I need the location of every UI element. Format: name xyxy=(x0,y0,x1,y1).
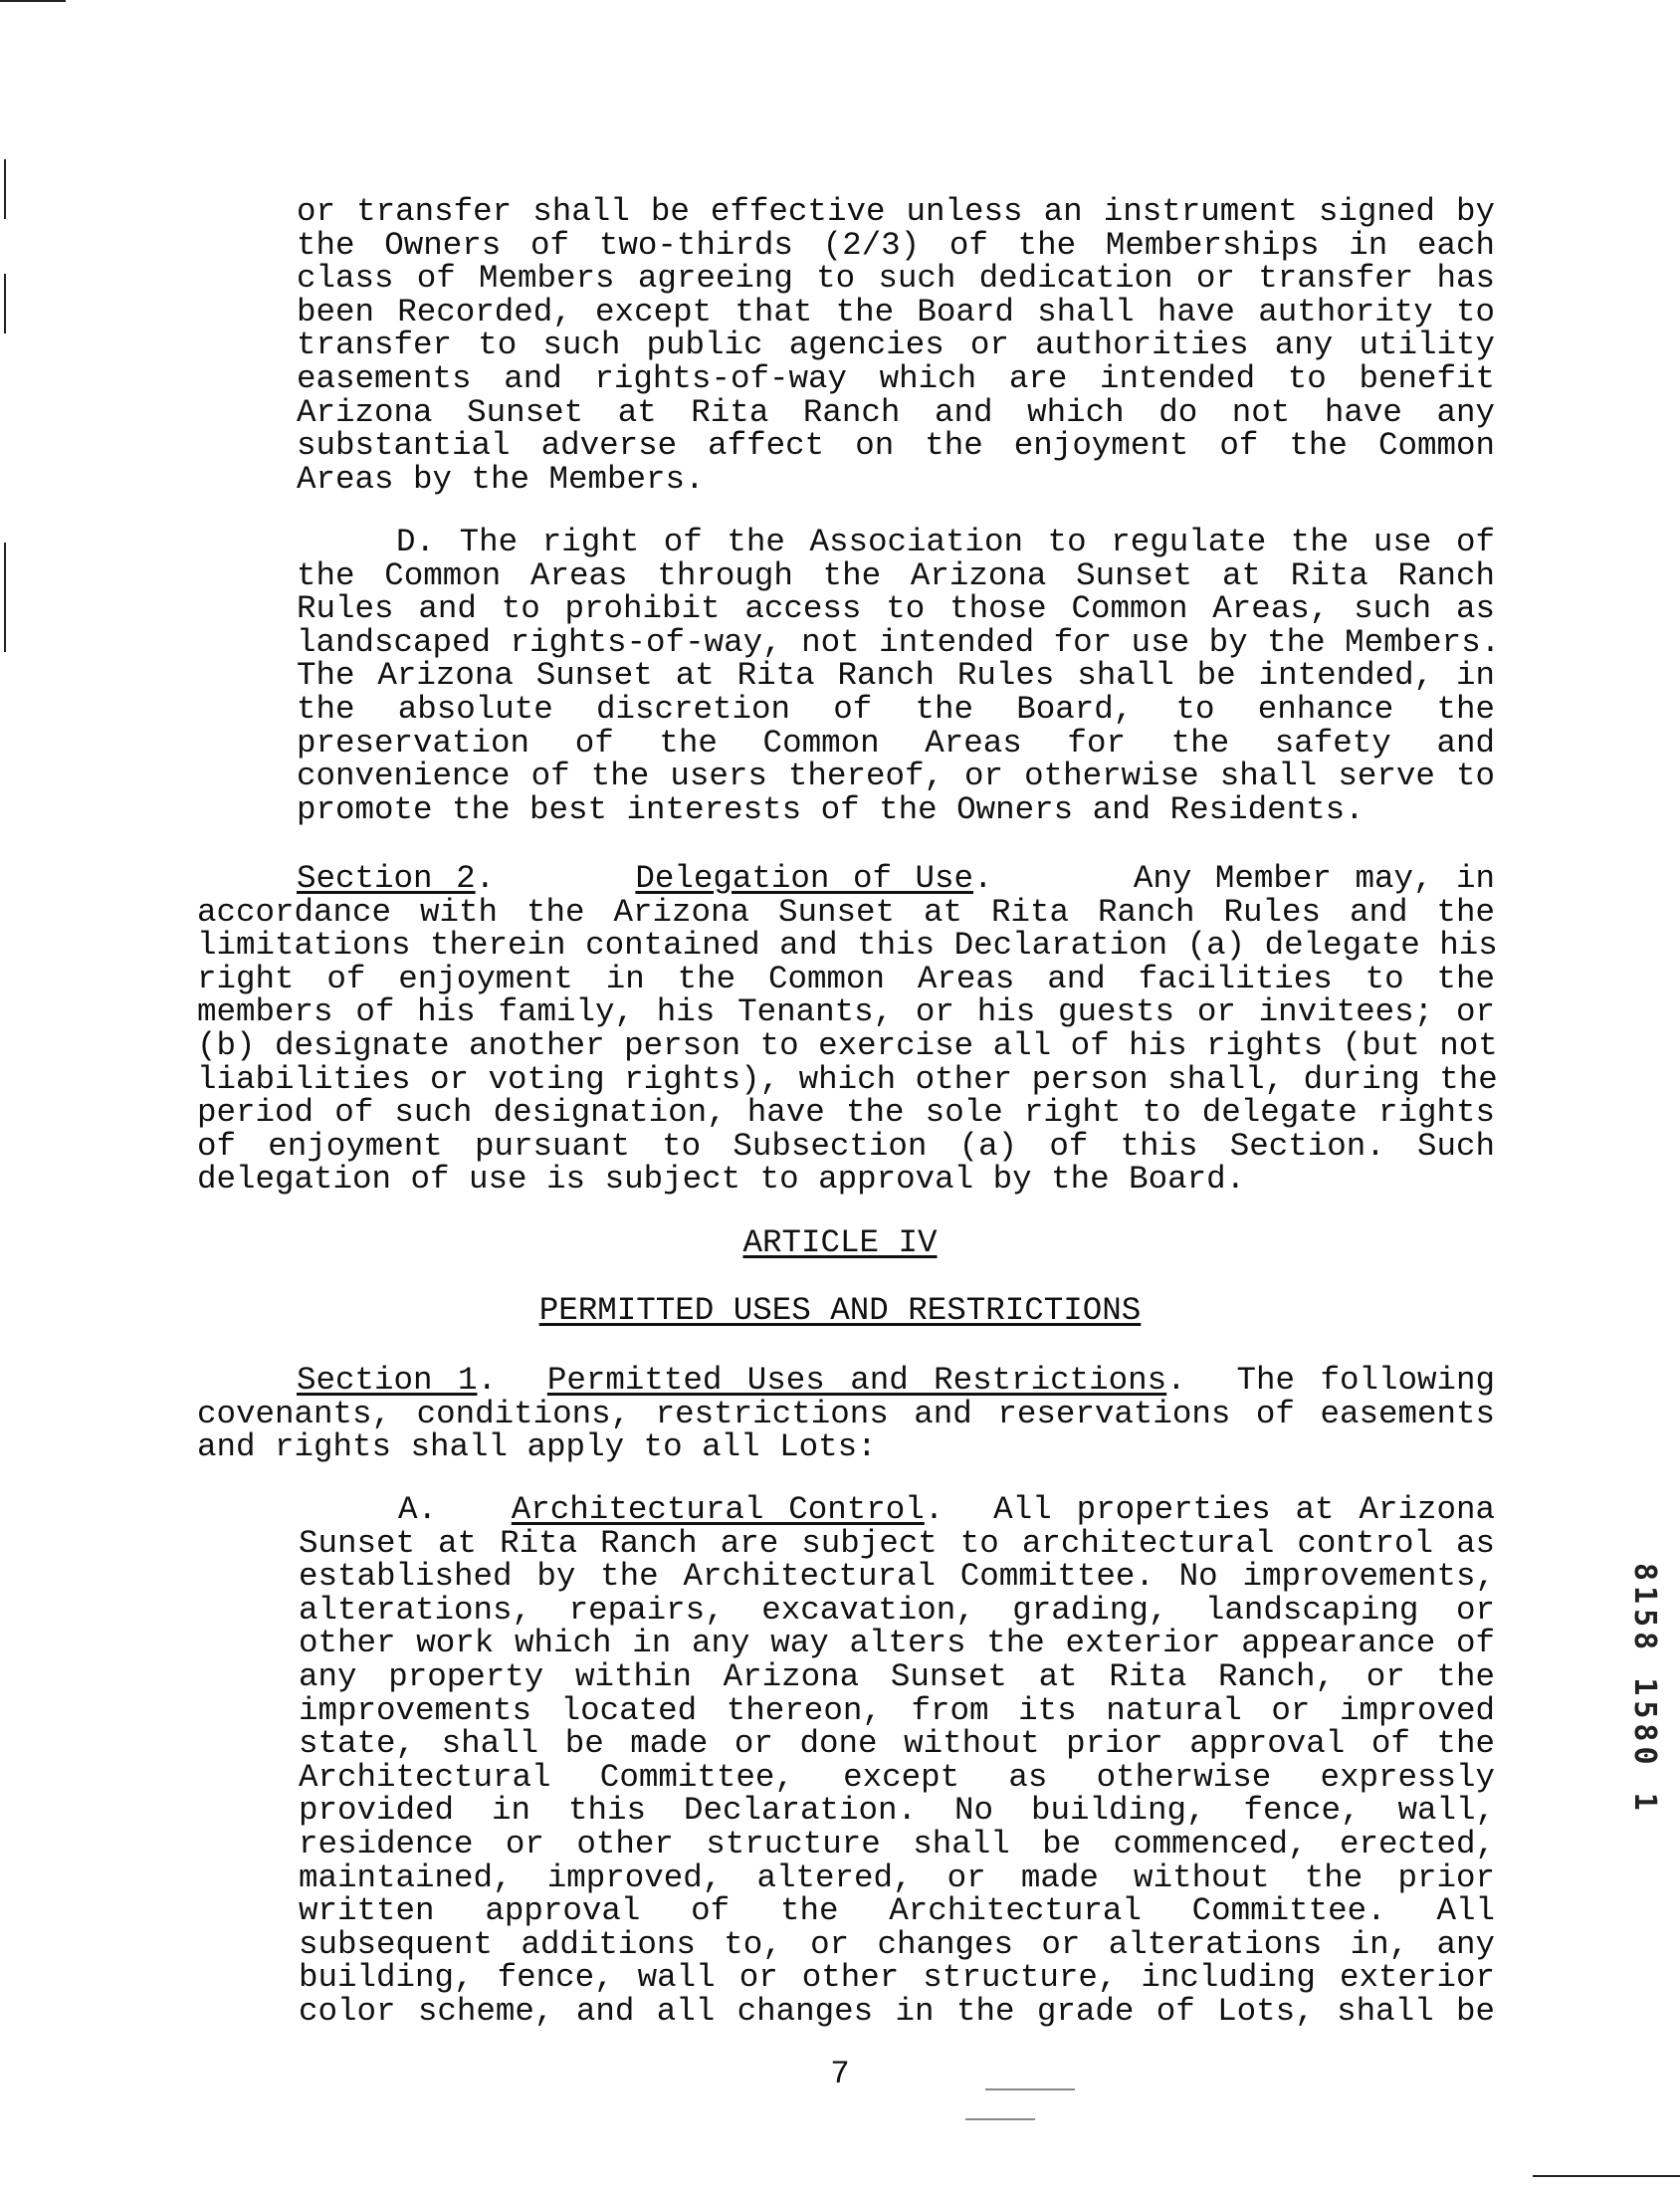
text-line: transfer to such public agencies or authorities any utility xyxy=(297,327,1495,364)
text-line: improvements located thereon, from its natural or improved xyxy=(299,1691,1495,1729)
item-a-letter: A. xyxy=(398,1491,438,1528)
text-line: alterations, repairs, excavation, grading, landscaping or xyxy=(299,1591,1495,1629)
text-line: provided in this Declaration. No building, fence, wall, xyxy=(299,1792,1495,1830)
section-1-label: Section 1 xyxy=(297,1362,478,1399)
text-line: residence or other structure shall be commenced, erected, xyxy=(299,1825,1495,1862)
text-line: the absolute discretion of the Board, to enhance the xyxy=(297,690,1495,728)
text-line: state, shall be made or done without prior approval of the xyxy=(299,1725,1495,1763)
section-2-label: Section 2 xyxy=(297,860,476,897)
section-2-paragraph xyxy=(197,860,1498,1199)
text-line: subsequent additions to, or changes or alterations in, any xyxy=(299,1925,1495,1963)
text-line: written approval of the Architectural Committee. All xyxy=(299,1892,1495,1930)
text-line: The Arizona Sunset at Rita Ranch Rules shall be intended, in xyxy=(297,657,1495,695)
section-2-first-line-rest: Any Member may, in xyxy=(1133,860,1496,897)
item-a-title: Architectural Control xyxy=(511,1491,925,1528)
text-line: been Recorded, except that the Board shall have authority to xyxy=(297,293,1495,330)
text-line: Rules and to prohibit access to those Common Areas, such as xyxy=(297,590,1495,628)
text-line: right of enjoyment in the Common Areas and facilities to the xyxy=(197,960,1495,997)
section-2-first-line: Section 2. Delegation of Use. Any Member may, in xyxy=(297,860,1496,897)
scan-mark xyxy=(4,159,6,219)
section-2-title: Delegation of Use xyxy=(635,860,974,897)
section-1-paragraph xyxy=(197,1364,1495,1464)
text-line: delegation of use is subject to approval by the Board. xyxy=(197,1161,1246,1199)
text-line: or transfer shall be effective unless an instrument signed by xyxy=(297,193,1495,230)
text-line: the Common Areas through the Arizona Sunset at Rita Ranch xyxy=(297,556,1495,594)
item-d-paragraph xyxy=(297,524,1501,828)
text-line: Sunset at Rita Ranch are subject to architectural control as xyxy=(299,1524,1495,1562)
text-line: maintained, improved, altered, or made without the prior xyxy=(299,1859,1495,1896)
text-line: promote the best interests of the Owners and Residents. xyxy=(297,790,1365,828)
text-line: D. The right of the Association to regulate the use of xyxy=(396,524,1495,560)
scan-mark xyxy=(985,2088,1075,2090)
scan-mark xyxy=(0,0,66,2)
text-line: color scheme, and all changes in the grade of Lots, shall be xyxy=(299,1992,1495,2030)
text-line: any property within Arizona Sunset at Rita Ranch, or the xyxy=(299,1657,1495,1695)
recording-stamp xyxy=(1622,1563,1666,1901)
recording-stamp-text: 8158 1580 1 xyxy=(1627,1563,1662,1816)
text-line: the Owners of two-thirds (2/3) of the Memberships in each xyxy=(297,226,1495,264)
item-a-paragraph xyxy=(299,1493,1495,2029)
text-line: covenants, conditions, restrictions and reservations of easements xyxy=(197,1395,1495,1432)
article-number: ARTICLE IV xyxy=(742,1224,938,1261)
section-1-first-line: Section 1. Permitted Uses and Restrictions. The following xyxy=(297,1362,1495,1399)
text-line: Architectural Committee, except as otherwise expressly xyxy=(299,1758,1495,1796)
text-line: building, fence, wall or other structure, including exterior xyxy=(299,1959,1495,1997)
scan-mark xyxy=(965,2118,1035,2120)
text-line: established by the Architectural Committee. No improvements, xyxy=(299,1558,1495,1596)
text-line: (b) designate another person to exercise all of his rights (but not xyxy=(197,1026,1498,1064)
text-line: of enjoyment pursuant to Subsection (a) of this Section. Such xyxy=(197,1127,1495,1165)
continuation-paragraph xyxy=(297,195,1495,496)
text-line: convenience of the users thereof, or otherwise shall serve to xyxy=(297,758,1495,795)
text-line: accordance with the Arizona Sunset at Rita Ranch Rules and the xyxy=(197,893,1495,931)
section-1-first-line-rest: The following xyxy=(1236,1362,1495,1399)
text-line: limitations therein contained and this Declaration (a) delegate his xyxy=(197,927,1498,965)
text-line: members of his family, his Tenants, or his guests or invitees; or xyxy=(197,993,1495,1031)
text-line: Arizona Sunset at Rita Ranch and which do not have any xyxy=(297,393,1495,431)
text-line: preservation of the Common Areas for the safety and xyxy=(297,724,1495,762)
section-1-title: Permitted Uses and Restrictions xyxy=(546,1362,1167,1399)
page-number: 7 xyxy=(830,2056,850,2092)
text-line: liabilities or voting rights), which other person shall, during the xyxy=(197,1060,1498,1098)
text-line: period of such designation, have the sole right to delegate rights xyxy=(197,1094,1495,1132)
text-line: easements and rights-of-way which are intended to benefit xyxy=(297,359,1495,397)
scan-mark xyxy=(1533,2175,1680,2177)
text-line: and rights shall apply to all Lots: xyxy=(197,1428,877,1466)
scan-mark xyxy=(4,543,6,652)
text-line: class of Members agreeing to such dedication or transfer has xyxy=(297,260,1495,298)
text-line: other work which in any way alters the exterior appearance of xyxy=(299,1625,1495,1662)
text-line: landscaped rights-of-way, not intended for use by the Members. xyxy=(297,623,1501,661)
text-line: substantial adverse affect on the enjoyment of the Common xyxy=(297,427,1495,465)
item-a-first-line-rest: All properties at Arizona xyxy=(993,1491,1495,1528)
item-a-first-line: A. Architectural Control. All properties at Arizona xyxy=(398,1491,1495,1528)
scan-mark xyxy=(4,274,6,333)
text-line: Areas by the Members. xyxy=(297,460,705,498)
article-heading: PERMITTED USES AND RESTRICTIONS xyxy=(538,1292,1142,1329)
